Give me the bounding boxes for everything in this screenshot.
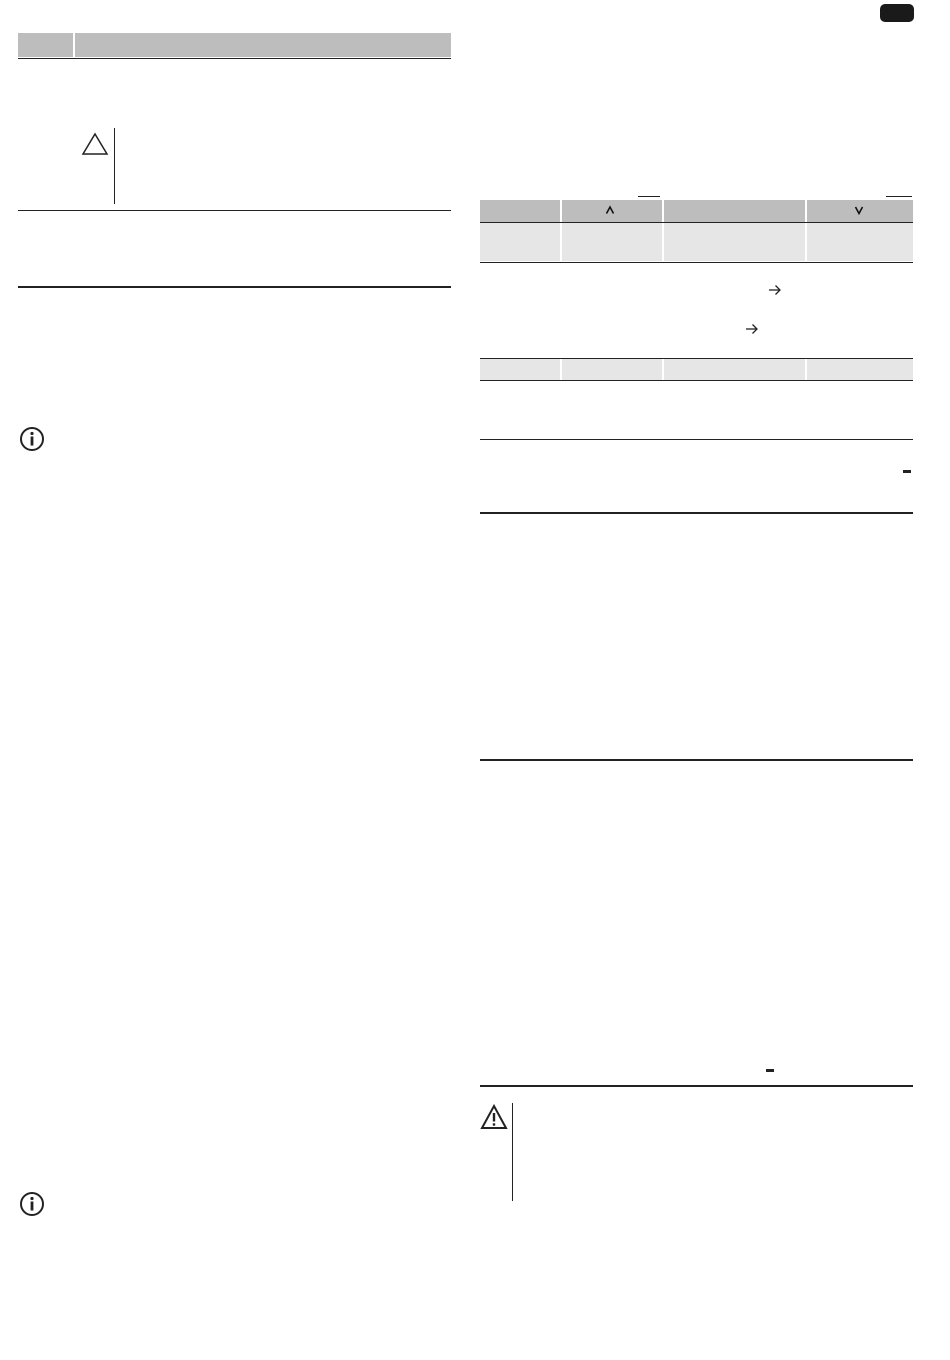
- right-table2-divider-1: [560, 359, 562, 380]
- right-rule-5: [480, 1085, 913, 1087]
- right-table-body-divider-1: [560, 223, 562, 261]
- left-table-header-rule: [18, 58, 451, 59]
- right-table-body-row: [480, 223, 913, 261]
- right-table-header: [480, 200, 913, 222]
- right-table2-divider-2: [662, 359, 664, 380]
- right-table2-header: [480, 359, 913, 380]
- caution-side-bar: [114, 128, 115, 204]
- right-table-body-divider-3: [805, 223, 807, 261]
- right-table2-top-rule: [480, 358, 913, 359]
- right-rule-4: [480, 759, 913, 761]
- right-table2-divider-3: [805, 359, 807, 380]
- left-rule-1: [18, 210, 451, 211]
- warning-side-bar: [512, 1103, 513, 1201]
- language-badge: [880, 4, 914, 22]
- right-table-header-divider-1: [560, 200, 562, 222]
- right-table-body-divider-2: [662, 223, 664, 261]
- right-table-bottom-rule: [480, 262, 913, 263]
- info-circle-icon: [19, 426, 45, 452]
- caret-down-icon: [854, 205, 864, 215]
- right-table-header-divider-2: [662, 200, 664, 222]
- right-table2-header-rule: [480, 380, 913, 381]
- dash-mark: [766, 1069, 774, 1072]
- dash-mark: [903, 470, 911, 473]
- right-table2-row-rule: [480, 439, 913, 440]
- right-table-top-rule: [480, 222, 913, 223]
- left-rule-2: [18, 286, 451, 288]
- caution-triangle-icon: [81, 132, 109, 156]
- warning-triangle-icon: [480, 1104, 508, 1130]
- arrow-right-icon: [768, 284, 782, 296]
- info-circle-icon: [19, 1191, 45, 1217]
- right-table-header-divider-3: [805, 200, 807, 222]
- caret-up-icon: [605, 205, 615, 215]
- left-table-header: [18, 33, 451, 57]
- left-table-header-divider: [73, 33, 75, 57]
- header-tab-top-1: [638, 196, 660, 197]
- right-rule-3: [480, 512, 913, 514]
- arrow-right-icon: [745, 323, 759, 335]
- header-tab-top-2: [886, 196, 912, 197]
